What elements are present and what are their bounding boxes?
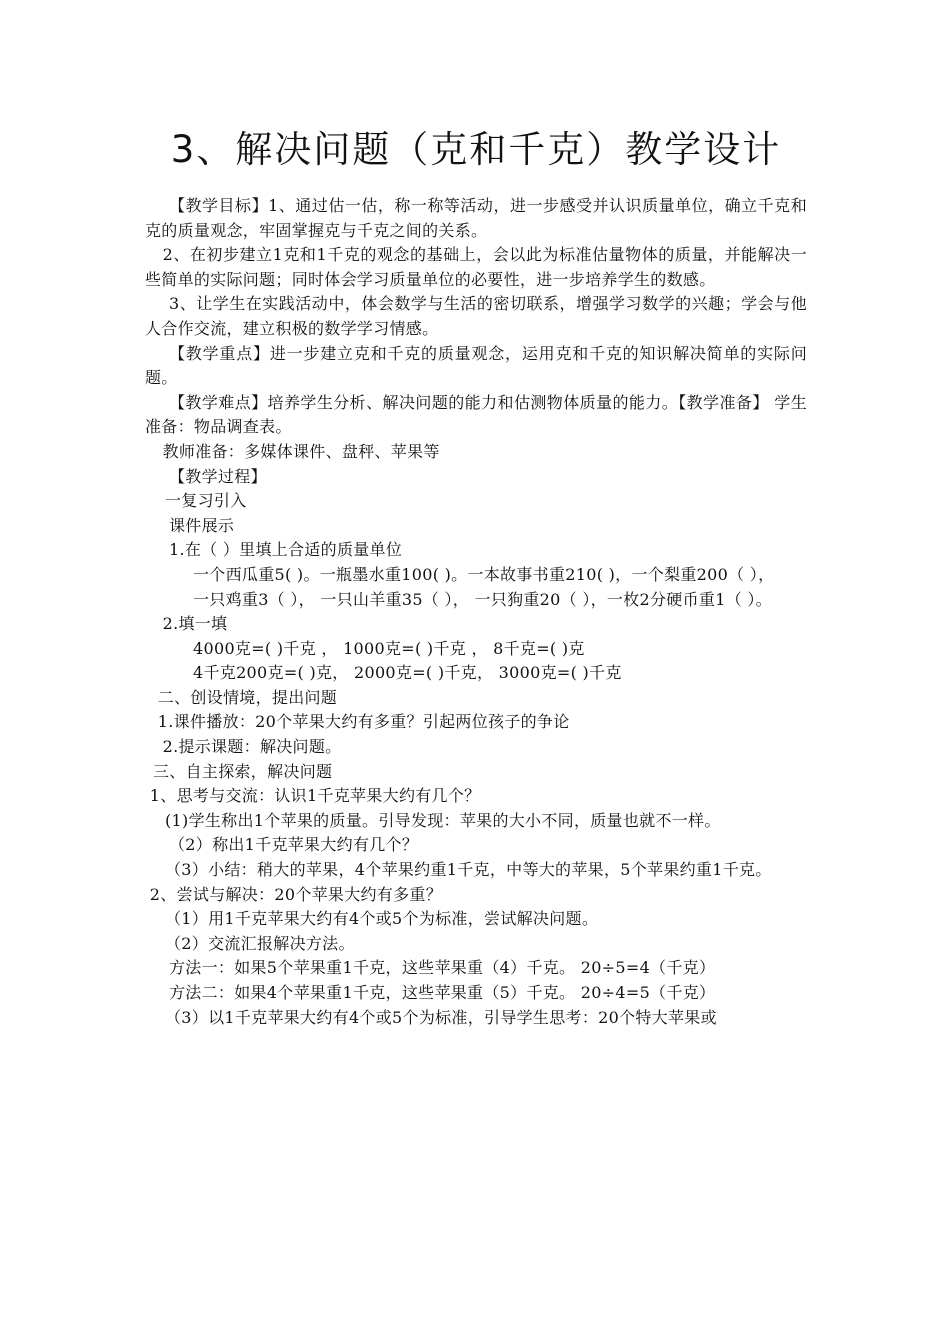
paragraph-exercise-1-line-2: 一只鸡重3（ ）， 一只山羊重35（ ）， 一只狗重20（ ），一枚2分硬币重1（ ）。 [193, 589, 772, 609]
paragraph-try-1: （1）用1千克苹果大约有4个或5个为标准，尝试解决问题。 [165, 909, 599, 929]
paragraph-exercise-2-line-1: 4000克=( )千克 ， 1000克=( )千克 ， 8千克=( )克 [193, 638, 585, 658]
paragraph-difficulty: 【教学难点】培养学生分析、解决问题的能力和估测物体质量的能力。【教学准备】 学生准备：物品调查表。 [145, 392, 807, 437]
paragraph-summary: （3）小结：稍大的苹果，4个苹果约重1千克，中等大的苹果，5个苹果约重1千克。 [165, 860, 772, 880]
paragraph-try-3: （3）以1千克苹果大约有4个或5个为标准，引导学生思考：20个特大苹果或 [165, 1007, 717, 1027]
document-body [145, 194, 807, 1030]
paragraph-section-2: 二、创设情境，提出问题 [157, 687, 338, 707]
paragraph-method-1: 方法一：如果5个苹果重1千克，这些苹果重（4）千克。 20÷5=4（千克） [169, 958, 716, 978]
paragraph-section-3-item-1: 1、思考与交流：认识1千克苹果大约有几个？ [149, 786, 481, 806]
paragraph-exercise-2-line-2: 4千克200克=( )克， 2000克=( )千克， 3000克=( )千克 [193, 663, 622, 683]
paragraph-step-2: （2）称出1千克苹果大约有几个？ [169, 835, 419, 855]
document-title: 3、解决问题（克和千克）教学设计 [170, 128, 782, 171]
paragraph-section-3-item-2: 2、尝试与解决：20个苹果大约有多重？ [149, 884, 443, 904]
paragraph-exercise-1: 1.在（ ）里填上合适的质量单位 [169, 540, 403, 560]
paragraph-courseware: 课件展示 [169, 515, 235, 535]
paragraph-key-point: 【教学重点】进一步建立克和千克的质量观念，运用克和千克的知识解决简单的实际问题。 [145, 343, 807, 388]
paragraph-exercise-2: 2.填一填 [162, 614, 228, 634]
document-page [145, 120, 807, 1030]
paragraph-section-2-item-1: 1.课件播放：20个苹果大约有多重？引起两位孩子的争论 [157, 712, 570, 732]
paragraph-exercise-1-line-1: 一个西瓜重5( )。一瓶墨水重100( )。一本故事书重210( )，一个梨重200（ ）， [193, 564, 775, 584]
paragraph-section-2-item-2: 2.提示课题：解决问题。 [162, 737, 342, 757]
paragraph-teaching-goal: 【教学目标】1、通过估一估，称一称等活动，进一步感受并认识质量单位，确立千克和克的质量观念，牢固掌握克与千克之间的关系。 [145, 196, 807, 240]
paragraph-review: 一复习引入 [165, 491, 247, 511]
paragraph-step-1: (1)学生称出1个苹果的质量。引导发现：苹果的大小不同，质量也就不一样。 [165, 810, 721, 830]
paragraph-section-3: 三、自主探索，解决问题 [153, 761, 333, 781]
paragraph-process-heading: 【教学过程】 [169, 466, 267, 486]
paragraph-goal-3: 3、让学生在实践活动中，体会数学与生活的密切联系，增强学习数学的兴趣；学会与他人合作交流，建立积极的数学学习情感。 [145, 294, 807, 338]
paragraph-method-2: 方法二：如果4个苹果重1千克，这些苹果重（5）千克。 20÷4=5（千克） [169, 983, 716, 1002]
paragraph-try-2: （2）交流汇报解决方法。 [165, 933, 355, 953]
paragraph-teacher-prep: 教师准备：多媒体课件、盘秤、苹果等 [162, 441, 440, 461]
paragraph-goal-2: 2、在初步建立1克和1千克的观念的基础上，会以此为标准估量物体的质量，并能解决一些简单的实际问题；同时体会学习质量单位的必要性，进一步培养学生的数感。 [145, 245, 807, 289]
